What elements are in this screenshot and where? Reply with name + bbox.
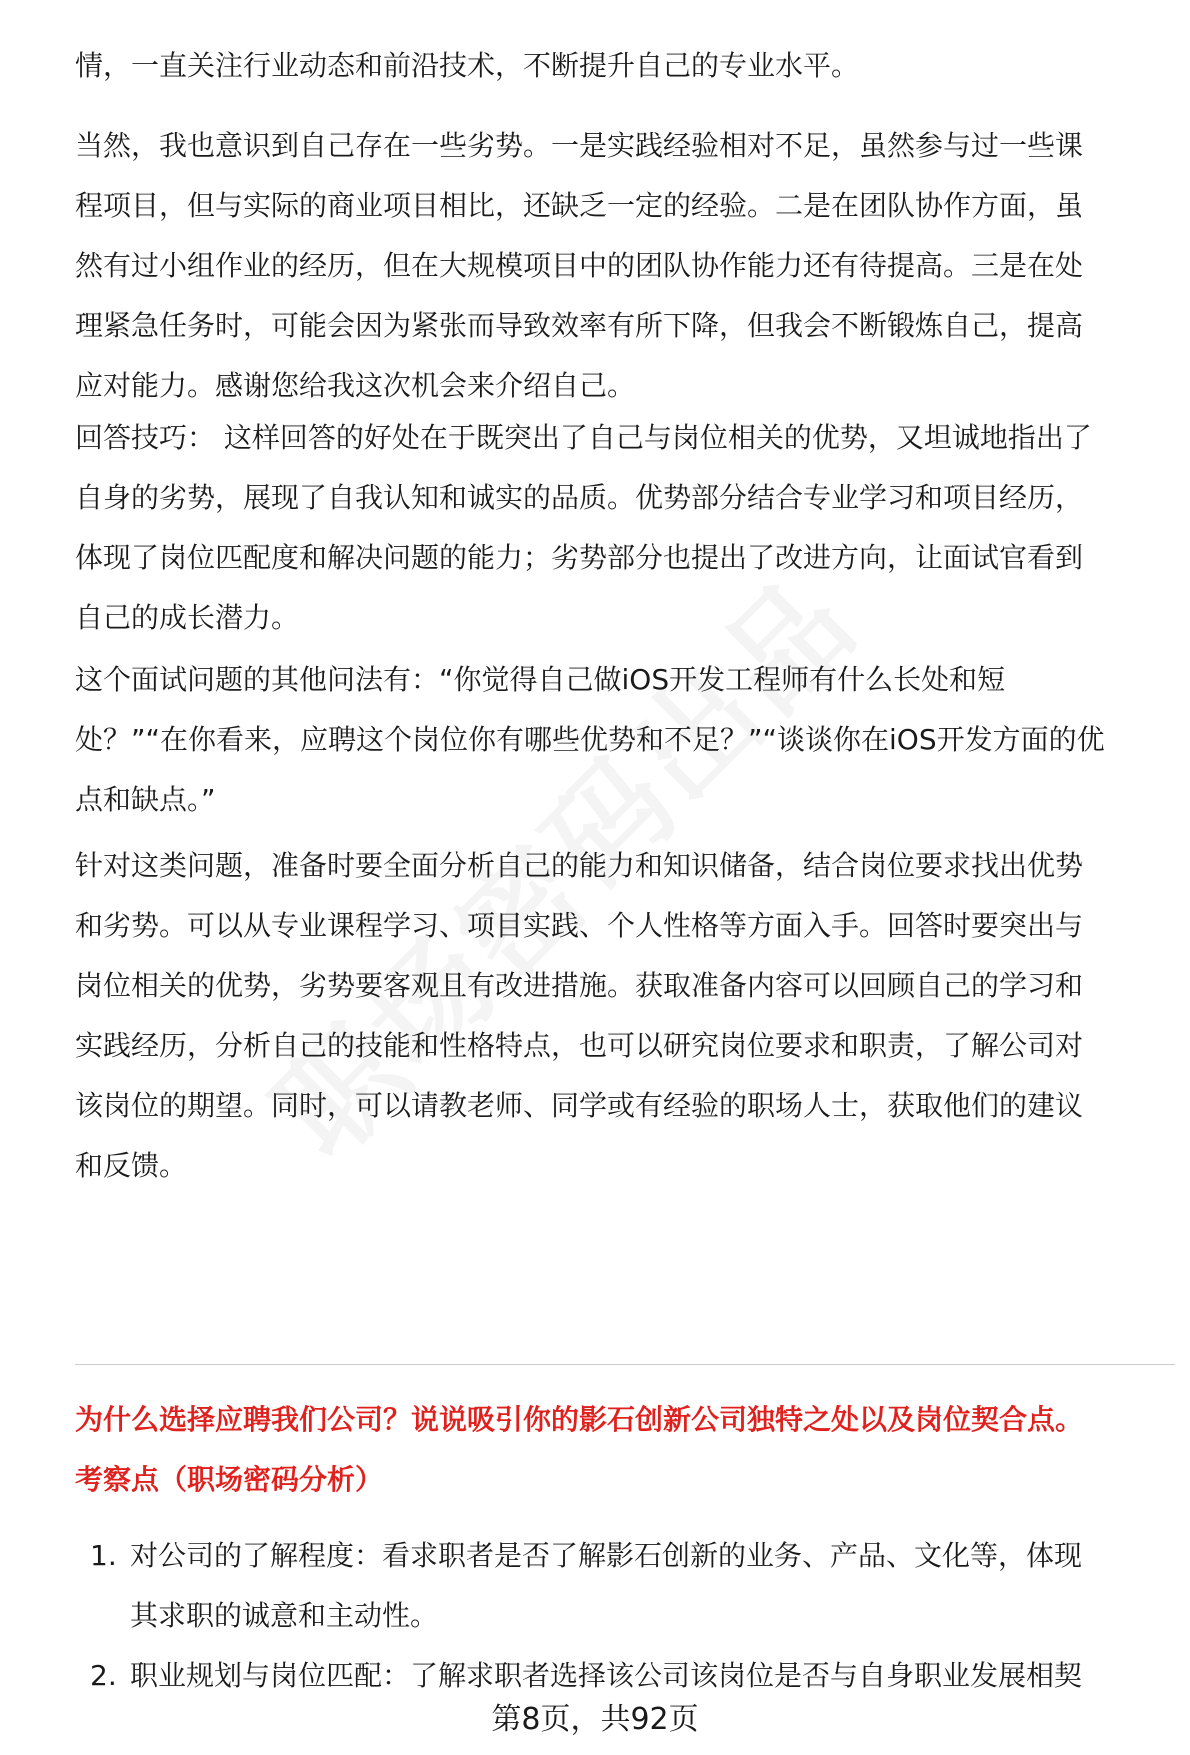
text-line: 职业规划与岗位匹配：了解求职者选择该公司该岗位是否与自身职业发展相契 bbox=[130, 1659, 1083, 1692]
paragraph-answer-tips bbox=[75, 408, 1175, 648]
text-line: 当然，我也意识到自己存在一些劣势。一是实践经验相对不足，虽然参与过一些课 bbox=[75, 129, 1084, 162]
text-line: 程项目，但与实际的商业项目相比，还缺乏一定的经验。二是在团队协作方面，虽 bbox=[75, 189, 1084, 222]
text-line: 然有过小组作业的经历，但在大规模项目中的团队协作能力还有待提高。三是在处 bbox=[75, 249, 1084, 282]
list-number: 1. bbox=[90, 1539, 117, 1572]
analysis-list bbox=[75, 1526, 1175, 1706]
paragraph-intro-tail bbox=[75, 36, 1175, 96]
text-line: 理紧急任务时，可能会因为紧张而导致效率有所下降，但我会不断锻炼自己，提高 bbox=[75, 309, 1084, 342]
text-line: 自身的劣势，展现了自我认知和诚实的品质。优势部分结合专业学习和项目经历， bbox=[75, 481, 1084, 514]
text-line: 和反馈。 bbox=[75, 1149, 188, 1182]
text-line: 其求职的诚意和主动性。 bbox=[130, 1599, 439, 1632]
paragraph-weaknesses bbox=[75, 116, 1175, 416]
text-line: 岗位相关的优势，劣势要客观且有改进措施。获取准备内容可以回顾自己的学习和 bbox=[75, 969, 1084, 1002]
question-heading: 为什么选择应聘我们公司？说说吸引你的影石创新公司独特之处以及岗位契合点。 bbox=[75, 1403, 1084, 1436]
text-line: 对公司的了解程度：看求职者是否了解影石创新的业务、产品、文化等，体现 bbox=[130, 1539, 1083, 1572]
text-line: 处？”“在你看来，应聘这个岗位你有哪些优势和不足？”“谈谈你在iOS开发方面的优 bbox=[75, 723, 1105, 756]
text-line: 该岗位的期望。同时，可以请教老师、同学或有经验的职场人士，获取他们的建议 bbox=[75, 1089, 1084, 1122]
paragraph-preparation bbox=[75, 836, 1175, 1196]
list-item bbox=[75, 1526, 1175, 1646]
text-line: 这个面试问题的其他问法有：“你觉得自己做iOS开发工程师有什么长处和短 bbox=[75, 663, 1006, 696]
text-line: 和劣势。可以从专业课程学习、项目实践、个人性格等方面入手。回答时要突出与 bbox=[75, 909, 1084, 942]
text-line: 体现了岗位匹配度和解决问题的能力；劣势部分也提出了改进方向，让面试官看到 bbox=[75, 541, 1084, 574]
page-footer: 第8页，共92页 bbox=[491, 1702, 699, 1737]
text-line: 点和缺点。” bbox=[75, 783, 216, 816]
text-line: 自己的成长潜力。 bbox=[75, 601, 300, 634]
section-divider bbox=[75, 1364, 1175, 1365]
text-line: 情，一直关注行业动态和前沿技术，不断提升自己的专业水平。 bbox=[75, 49, 860, 82]
paragraph-alt-questions bbox=[75, 650, 1175, 830]
list-number: 2. bbox=[90, 1659, 117, 1692]
text-line: 回答技巧： 这样回答的好处在于既突出了自己与岗位相关的优势，又坦诚地指出了 bbox=[75, 421, 1092, 454]
text-line: 实践经历，分析自己的技能和性格特点，也可以研究岗位要求和职责，了解公司对 bbox=[75, 1029, 1084, 1062]
analysis-heading: 考察点（职场密码分析） bbox=[75, 1463, 384, 1496]
text-line: 应对能力。感谢您给我这次机会来介绍自己。 bbox=[75, 369, 636, 402]
text-line: 针对这类问题，准备时要全面分析自己的能力和知识储备，结合岗位要求找出优势 bbox=[75, 849, 1084, 882]
